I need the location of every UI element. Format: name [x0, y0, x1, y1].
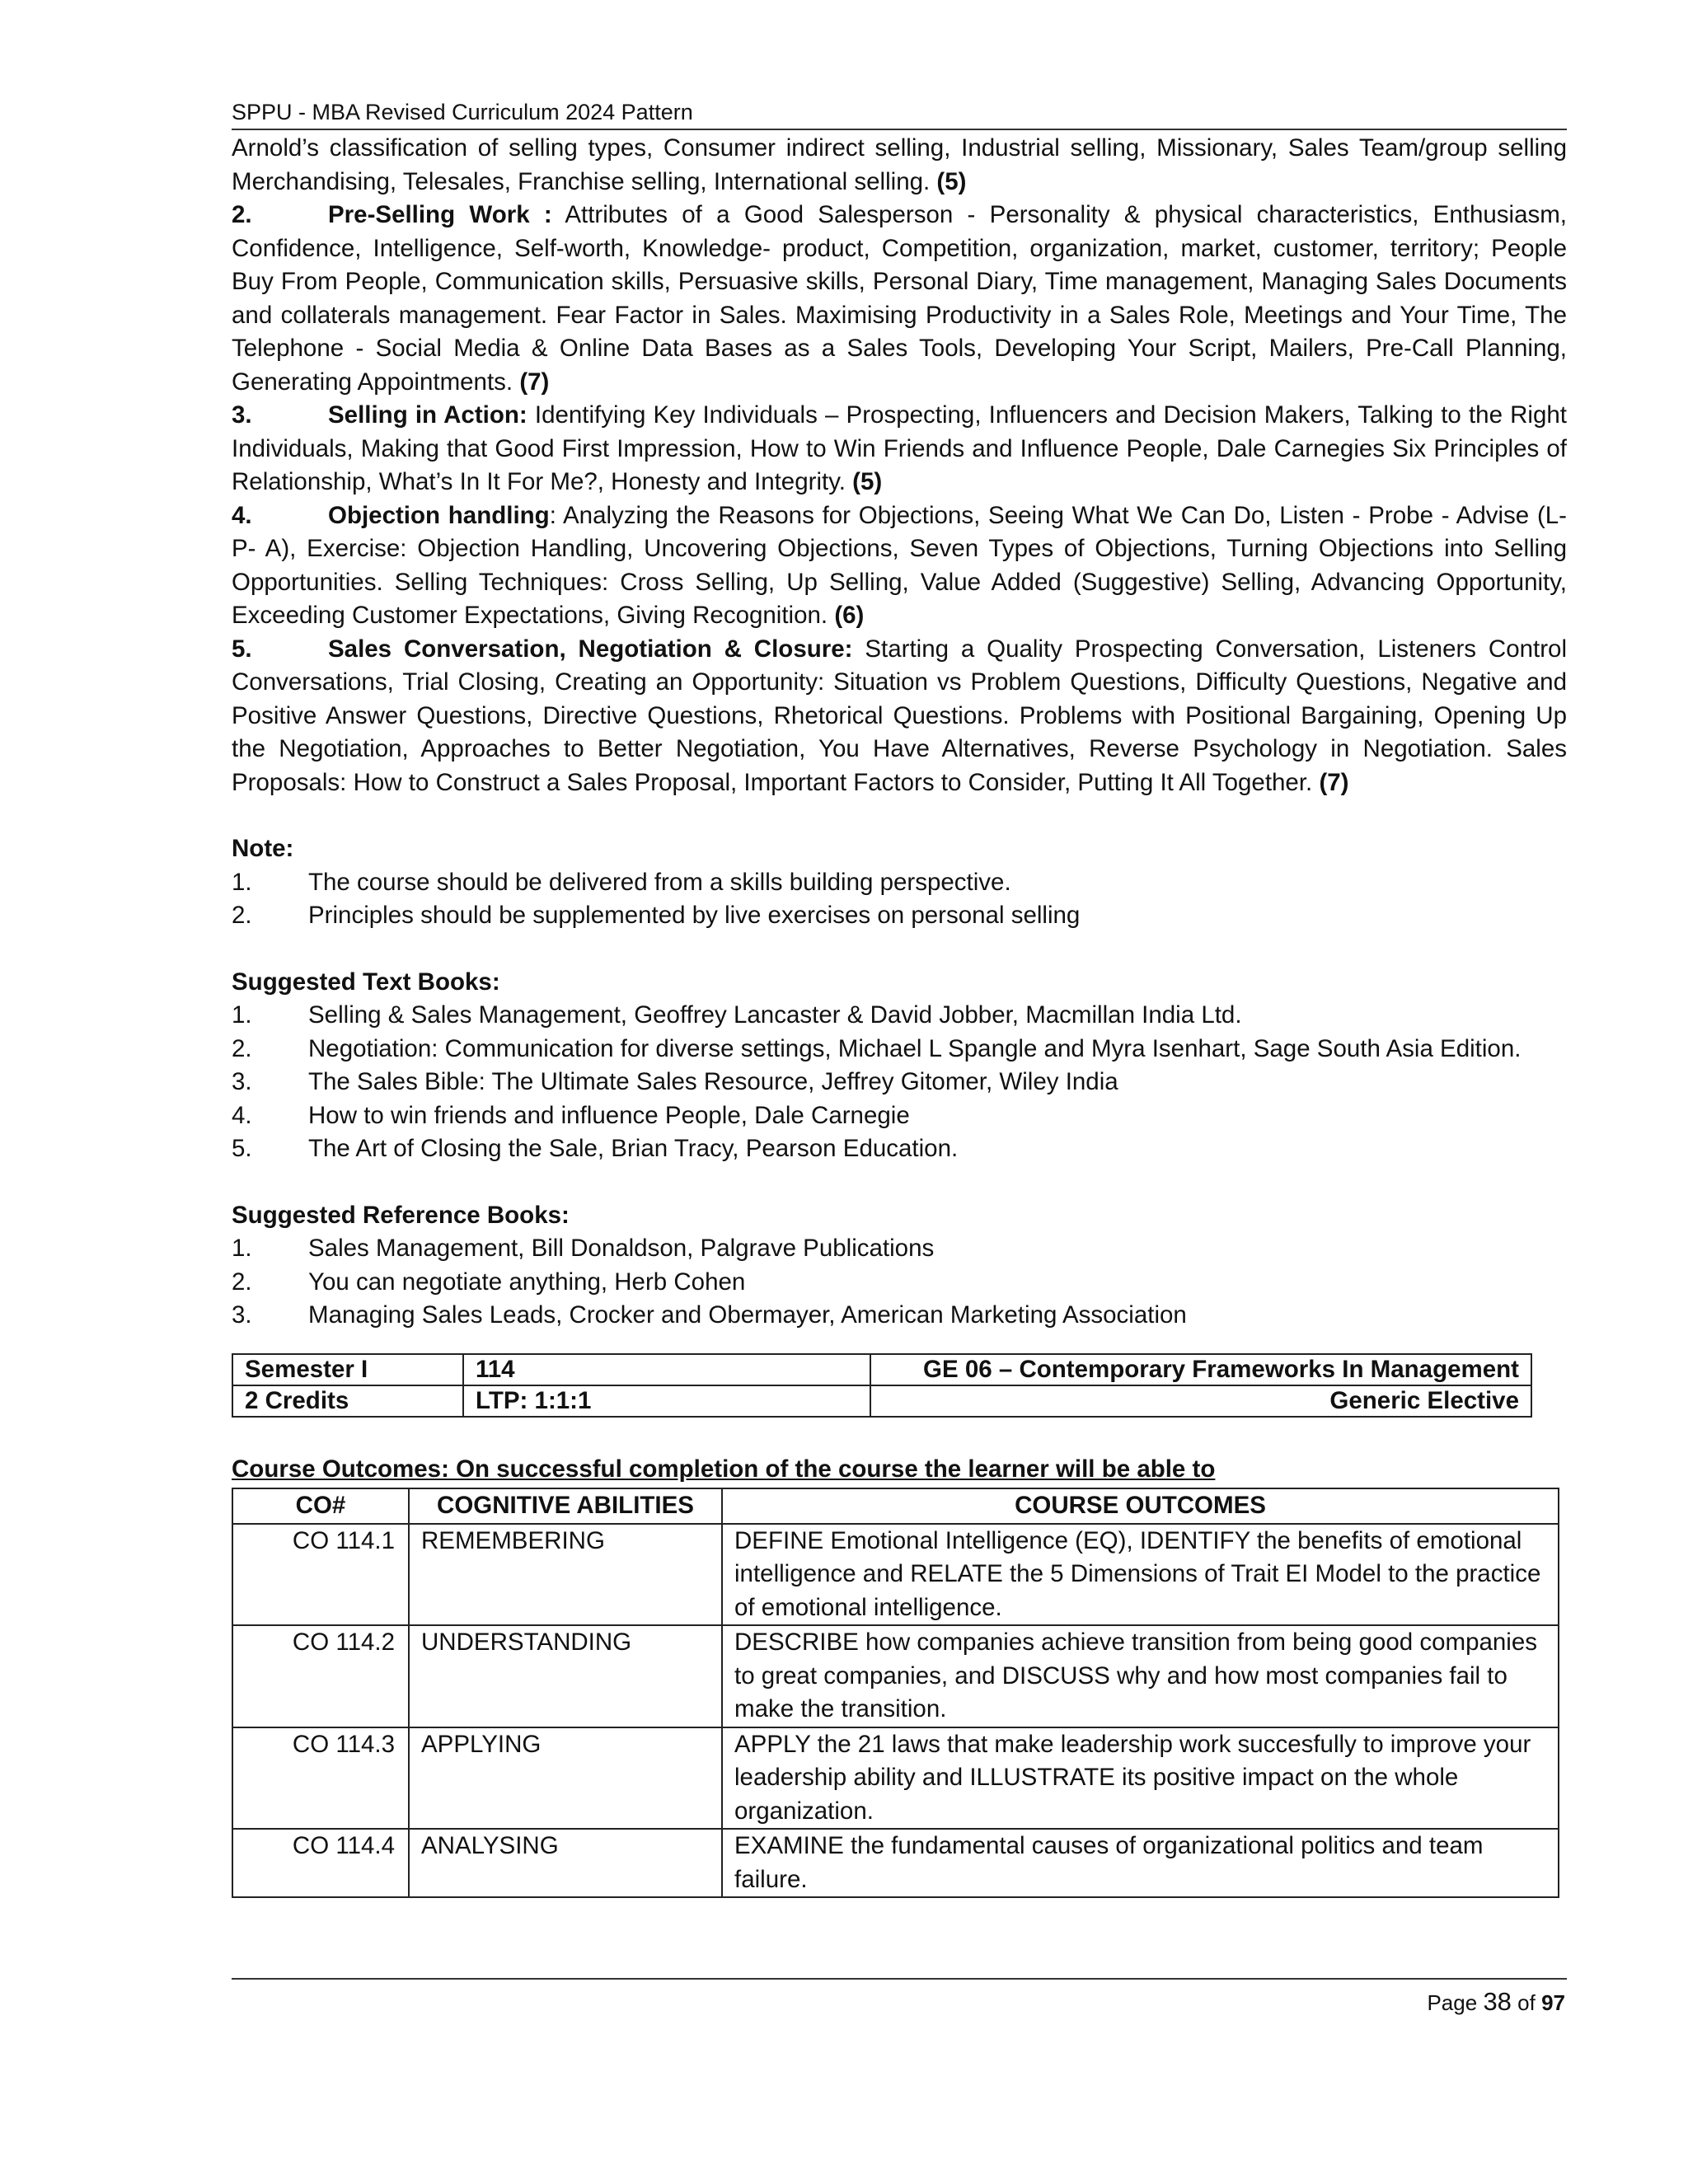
- list-number: 2.: [232, 1034, 252, 1062]
- co-id-cell: CO 114.4: [232, 1829, 409, 1897]
- unit-text: Identifying Key Individuals – Prospecting, Influencers and Decision Makers, Talking to the Right Individuals, Making that Good First Impression, How to Win Friends and Influence People, Dale Carnegies Six Principles of Relationship, What’s In It For Me?, Honesty and Integrity.: [232, 401, 1567, 495]
- table-header-row: [232, 1488, 1559, 1524]
- page-label: Page: [1427, 1990, 1478, 2015]
- list-item: [232, 1099, 1567, 1133]
- list-number: 2.: [232, 902, 252, 929]
- unit-number: 5.: [232, 635, 252, 663]
- semester-table: [232, 1353, 1532, 1418]
- unit-title: Pre-Selling Work :: [328, 201, 552, 228]
- list-item: [232, 999, 1567, 1033]
- co-id-cell: CO 114.3: [232, 1727, 409, 1830]
- co-id-cell: CO 114.2: [232, 1625, 409, 1727]
- unit-3: [232, 399, 1567, 499]
- unit-title: Selling in Action:: [328, 401, 528, 429]
- unit-number: 4.: [232, 501, 252, 529]
- list-text: The Sales Bible: The Ultimate Sales Resource, Jeffrey Gitomer, Wiley India: [308, 1068, 1118, 1095]
- table-row: [232, 1524, 1559, 1626]
- outcome-header: COURSE OUTCOMES: [722, 1488, 1559, 1524]
- list-number: 4.: [232, 1101, 252, 1129]
- table-row: [232, 1354, 1531, 1385]
- course-outcomes-table: [232, 1488, 1559, 1898]
- list-number: 5.: [232, 1135, 252, 1162]
- unit-marks: (7): [1319, 768, 1349, 796]
- course-outcomes-caption: Course Outcomes: On successful completion of the course the learner will be able to: [232, 1455, 1216, 1483]
- list-text: How to win friends and influence People, Dale Carnegie: [308, 1101, 910, 1129]
- unit-marks: (6): [834, 602, 865, 629]
- list-item: [232, 899, 1567, 933]
- page-total: 97: [1541, 1990, 1565, 2015]
- list-item: [232, 1299, 1567, 1333]
- list-text: Negotiation: Communication for diverse settings, Michael L Spangle and Myra Isenhart, Sage South Asia Edition.: [308, 1034, 1522, 1062]
- list-number: 1.: [232, 1001, 252, 1029]
- unit-5: [232, 633, 1567, 800]
- table-row: [232, 1829, 1559, 1897]
- list-number: 1.: [232, 1235, 252, 1262]
- list-number: 3.: [232, 1068, 252, 1095]
- list-item: [232, 1132, 1567, 1166]
- outcome-cell: DESCRIBE how companies achieve transition from being good companies to great companies, and DISCUSS why and how most companies fail to make the transition.: [722, 1625, 1559, 1727]
- page-of: of: [1517, 1990, 1536, 2015]
- note-heading: Note:: [232, 835, 294, 862]
- list-text: The course should be delivered from a skills building perspective.: [308, 868, 1011, 896]
- list-number: 1.: [232, 868, 252, 896]
- unit-title: Sales Conversation, Negotiation & Closure:: [328, 635, 853, 663]
- unit-number: 2.: [232, 201, 252, 228]
- course-code-cell: 114: [463, 1354, 870, 1385]
- list-item: [232, 1033, 1567, 1066]
- unit-text: Attributes of a Good Salesperson - Personality & physical characteristics, Enthusiasm, Confidence, Intelligence, Self-worth, Knowledge- product, Competition, organization, market, customer, territory; People Buy From People, Communication skills, Persuasive skills, Personal Diary, Time management, Managing Sales Documents and collaterals management. Fear Factor in Sales. Maximising Productivity in a Sales Role, Meetings and Your Time, The Telephone - Social Media & Online Data Bases as a Sales Tools, Developing Your Script, Mailers, Pre-Call Planning, Generating Appointments.: [232, 201, 1567, 396]
- list-item: [232, 1266, 1567, 1300]
- list-text: Selling & Sales Management, Geoffrey Lancaster & David Jobber, Macmillan India Ltd.: [308, 1001, 1242, 1029]
- list-item: [232, 1232, 1567, 1266]
- list-text: The Art of Closing the Sale, Brian Tracy, Pearson Education.: [308, 1135, 959, 1162]
- outcome-cell: EXAMINE the fundamental causes of organizational politics and team failure.: [722, 1829, 1559, 1897]
- ability-cell: APPLYING: [409, 1727, 722, 1830]
- outcome-cell: APPLY the 21 laws that make leadership work succesfully to improve your leadership ability and ILLUSTRATE its positive impact on the whole organization.: [722, 1727, 1559, 1830]
- list-number: 3.: [232, 1301, 252, 1329]
- list-number: 2.: [232, 1268, 252, 1296]
- footer-divider: [232, 1978, 1567, 1980]
- ability-cell: REMEMBERING: [409, 1524, 722, 1626]
- ability-cell: UNDERSTANDING: [409, 1625, 722, 1727]
- list-item: [232, 1066, 1567, 1099]
- outcome-cell: DEFINE Emotional Intelligence (EQ), IDENTIFY the benefits of emotional intelligence and RELATE the 5 Dimensions of Trait EI Model to the practice of emotional intelligence.: [722, 1524, 1559, 1626]
- unit-title: Objection handling: [328, 501, 550, 529]
- ability-cell: ANALYSING: [409, 1829, 722, 1897]
- unit-text: : Analyzing the Reasons for Objections, Seeing What We Can Do, Listen - Probe - Advise (L-P- A), Exercise: Objection Handling, Uncovering Objections, Seven Types of Objections, Turning Objections into Selling Opportunities. Selling Techniques: Cross Selling, Up Selling, Value Added (Suggestive) Selling, Advancing Opportunity, Exceeding Customer Expectations, Giving Recognition.: [232, 501, 1567, 629]
- unit-4: [232, 499, 1567, 633]
- running-header: SPPU - MBA Revised Curriculum 2024 Pattern: [232, 97, 1567, 130]
- ability-header: COGNITIVE ABILITIES: [409, 1488, 722, 1524]
- list-text: Principles should be supplemented by live exercises on personal selling: [308, 902, 1081, 929]
- table-row: [232, 1727, 1559, 1830]
- co-id-cell: CO 114.1: [232, 1524, 409, 1626]
- reference-books-heading: Suggested Reference Books:: [232, 1201, 570, 1229]
- page-number: [1427, 1987, 1565, 2018]
- page-current: 38: [1483, 1987, 1512, 2016]
- unit-2: [232, 199, 1567, 399]
- text-books-heading: Suggested Text Books:: [232, 968, 500, 996]
- course-title-cell: GE 06 – Contemporary Frameworks In Management: [870, 1354, 1531, 1385]
- co-header: CO#: [232, 1488, 409, 1524]
- unit-marks: (5): [852, 468, 883, 495]
- list-text: Managing Sales Leads, Crocker and Obermayer, American Marketing Association: [308, 1301, 1187, 1329]
- table-row: [232, 1385, 1531, 1417]
- syllabus-content: [232, 132, 1567, 1333]
- semester-cell: Semester I: [232, 1354, 463, 1385]
- unit-intro-marks: (5): [936, 167, 967, 195]
- unit-intro-text: Arnold’s classification of selling types, Consumer indirect selling, Industrial selling, Missionary, Sales Team/group selling Merchandising, Telesales, Franchise selling, International selling.: [232, 134, 1567, 195]
- credits-cell: 2 Credits: [232, 1385, 463, 1417]
- table-row: [232, 1625, 1559, 1727]
- unit-marks: (7): [519, 368, 550, 396]
- course-type-cell: Generic Elective: [870, 1385, 1531, 1417]
- list-text: Sales Management, Bill Donaldson, Palgrave Publications: [308, 1235, 935, 1262]
- unit-intro: [232, 132, 1567, 199]
- unit-text: Starting a Quality Prospecting Conversation, Listeners Control Conversations, Trial Closing, Creating an Opportunity: Situation vs Problem Questions, Difficulty Questions, Negative and Positive Answer Questions, Directive Questions, Rhetorical Questions. Problems with Positional Bargaining, Opening Up the Negotiation, Approaches to Better Negotiation, You Have Alternatives, Reverse Psychology in Negotiation. Sales Proposals: How to Construct a Sales Proposal, Important Factors to Consider, Putting It All Together.: [232, 635, 1568, 796]
- list-item: [232, 866, 1567, 900]
- list-text: You can negotiate anything, Herb Cohen: [308, 1268, 746, 1296]
- unit-number: 3.: [232, 401, 252, 429]
- ltp-cell: LTP: 1:1:1: [463, 1385, 870, 1417]
